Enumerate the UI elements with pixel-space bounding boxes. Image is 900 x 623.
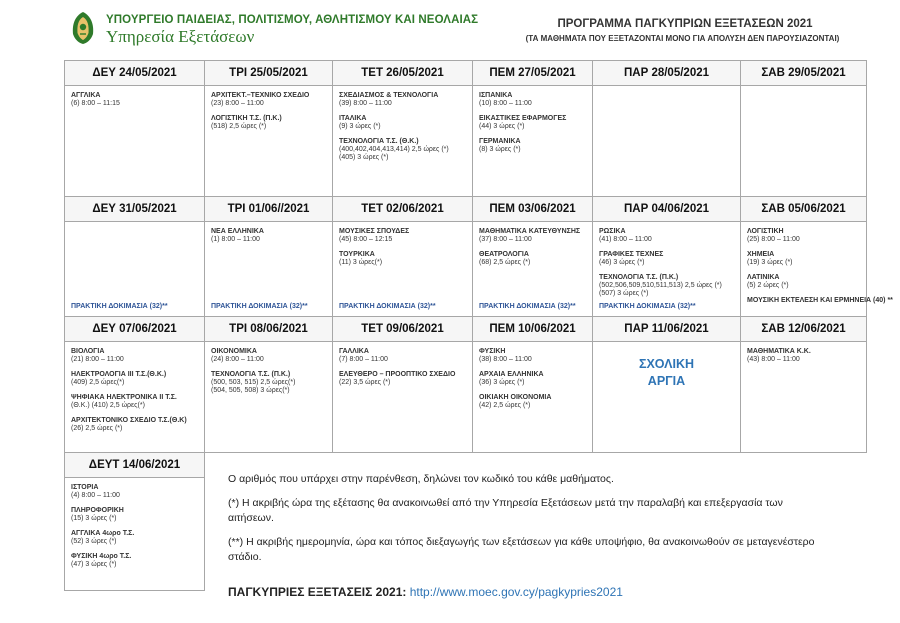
day-cell xyxy=(65,86,205,197)
exam-subject xyxy=(747,274,860,290)
subject-name: ΑΡΧΙΤΕΚΤ.–ΤΕΧΝΙΚΟ ΣΧΕΔΙΟ xyxy=(211,92,310,99)
practical-test-label: ΠΡΑΚΤΙΚΗ ΔΟΚΙΜΑΣΙΑ (32)** xyxy=(599,303,696,310)
exam-subject xyxy=(599,274,734,298)
day-cell xyxy=(741,342,867,453)
exam-subject xyxy=(71,394,198,410)
practical-test-label: ΠΡΑΚΤΙΚΗ ΔΟΚΙΜΑΣΙΑ (32)** xyxy=(339,303,436,310)
subject-detail: (500, 503, 515) 2,5 ώρες(*) xyxy=(211,379,296,386)
subject-name: ΙΣΤΟΡΙΑ xyxy=(71,484,99,491)
exam-subject xyxy=(599,251,734,267)
subject-name: ΡΩΣΙΚΑ xyxy=(599,228,626,235)
notes-section xyxy=(228,472,828,574)
page-subtitle: (ΤΑ ΜΑΘΗΜΑΤΑ ΠΟΥ ΕΞΕΤΑΖΟΝΤΑΙ ΜΟΝΟ ΓΙΑ ΑΠΟΛΥΣΗ ΔΕΝ ΠΑΡΟΥΣΙΑΖΟΝΤΑΙ) xyxy=(525,34,840,43)
day-subjects xyxy=(473,222,592,267)
subject-detail: (15) 3 ώρες (*) xyxy=(71,515,117,522)
day-subjects xyxy=(205,86,332,131)
exam-subject xyxy=(747,251,860,267)
exam-subject xyxy=(211,348,326,364)
day-subjects xyxy=(333,86,472,162)
subject-name: ΑΡΧΑΙΑ ΕΛΛΗΝΙΚΑ xyxy=(479,371,544,378)
exam-subject xyxy=(479,115,586,131)
subject-name: ΜΑΘΗΜΑΤΙΚΑ Κ.Κ. xyxy=(747,348,811,355)
day-subjects xyxy=(65,342,204,433)
exam-subject xyxy=(339,115,466,131)
subject-detail: (9) 3 ώρες (*) xyxy=(339,123,381,130)
subject-name: ΠΛΗΡΟΦΟΡΙΚΗ xyxy=(71,507,124,514)
subject-name: ΤΕΧΝΟΛΟΓΙΑ Τ.Σ. (Θ.Κ.) xyxy=(339,138,419,145)
note-code: Ο αριθμός που υπάρχει στην παρένθεση, δηλώνει τον κωδικό του κάθε μαθήματος. xyxy=(228,473,614,485)
subject-name: ΓΕΡΜΑΝΙΚΑ xyxy=(479,138,521,145)
day-subjects xyxy=(205,222,332,244)
day-cell xyxy=(473,86,593,197)
exam-subject xyxy=(211,115,326,131)
footer-link[interactable]: http://www.moec.gov.cy/pagkypries2021 xyxy=(409,585,623,599)
subject-detail: (37) 8:00 – 11:00 xyxy=(479,236,532,243)
day-cell xyxy=(473,222,593,317)
subject-name: ΤΕΧΝΟΛΟΓΙΑ Τ.Σ. (Π.Κ.) xyxy=(599,274,679,281)
exam-subject xyxy=(479,348,586,364)
day-cell xyxy=(333,86,473,197)
day-cell xyxy=(333,342,473,453)
exam-subject xyxy=(339,251,466,267)
exam-subject xyxy=(339,348,466,364)
exam-subject xyxy=(211,228,326,244)
day-subjects xyxy=(741,342,866,364)
day-subjects xyxy=(333,342,472,387)
day-subjects xyxy=(473,342,592,410)
subject-name: ΑΓΓΛΙΚΑ 4ωρο Τ.Σ. xyxy=(71,530,135,537)
exam-subject xyxy=(211,92,326,108)
subject-name: ΝΕΑ ΕΛΛΗΝΙΚΑ xyxy=(211,228,264,235)
subject-detail: (46) 3 ώρες (*) xyxy=(599,259,645,266)
exam-subject xyxy=(339,92,466,108)
note-time: (*) Η ακριβής ώρα της εξέτασης θα ανακοινωθεί από την Υπηρεσία Εξετάσεων μετά την παραλαβή και επεξεργασία των αιτήσεων. xyxy=(228,497,783,524)
subject-name: ΤΟΥΡΚΙΚΑ xyxy=(339,251,375,258)
practical-test-label: ΠΡΑΚΤΙΚΗ ΔΟΚΙΜΑΣΙΑ (32)** xyxy=(71,303,168,310)
subject-detail: (6) 8:00 – 11:15 xyxy=(71,100,120,107)
day-cell xyxy=(593,342,741,453)
service-name: Υπηρεσία Εξετάσεων xyxy=(106,27,255,46)
subject-detail: (11) 3 ώρες(*) xyxy=(339,259,383,266)
subject-name: ΜΑΘΗΜΑΤΙΚΑ ΚΑΤΕΥΘΥΝΣΗΣ xyxy=(479,228,581,235)
exam-subject xyxy=(71,417,198,433)
day-header: ΠΑΡ 28/05/2021 xyxy=(593,61,741,86)
day-header: ΠΕΜ 10/06/2021 xyxy=(473,317,593,342)
subject-detail: (10) 8:00 – 11:00 xyxy=(479,100,532,107)
subject-detail: (43) 8:00 – 11:00 xyxy=(747,356,800,363)
subject-name: ΧΗΜΕΙΑ xyxy=(747,251,775,258)
day-header: ΣΑΒ 12/06/2021 xyxy=(741,317,867,342)
subject-name: ΒΙΟΛΟΓΙΑ xyxy=(71,348,105,355)
cyprus-coat-of-arms-icon xyxy=(68,10,98,46)
day-header: ΤΕΤ 09/06/2021 xyxy=(333,317,473,342)
subject-name: ΤΕΧΝΟΛΟΓΙΑ Τ.Σ. (Π.Κ.) xyxy=(211,371,291,378)
subject-name: ΜΟΥΣΙΚΗ ΕΚΤΕΛΕΣΗ ΚΑΙ ΕΡΜΗΝΕΙΑ (40) ** xyxy=(747,297,893,304)
exam-subject xyxy=(71,507,198,523)
day-header: ΤΡΙ 08/06/2021 xyxy=(205,317,333,342)
day-header: ΠΕΜ 27/05/2021 xyxy=(473,61,593,86)
week-body-row xyxy=(65,342,867,453)
subject-name: ΨΗΦΙΑΚΑ ΗΛΕΚΤΡΟΝΙΚΑ ΙΙ Τ.Σ. xyxy=(71,394,177,401)
day-subjects xyxy=(333,222,472,267)
subject-name: ΕΛΕΥΘΕΡΟ – ΠΡΟΟΠΤΙΚΟ ΣΧΕΔΙΟ xyxy=(339,371,456,378)
day-cell xyxy=(741,222,893,317)
ministry-name: ΥΠΟΥΡΓΕΙΟ ΠΑΙΔΕΙΑΣ, ΠΟΛΙΤΙΣΜΟΥ, ΑΘΛΗΤΙΣΜΟΥ ΚΑΙ ΝΕΟΛΑΙΑΣ xyxy=(106,14,479,26)
subject-name: ΘΕΑΤΡΟΛΟΓΙΑ xyxy=(479,251,529,258)
page-header xyxy=(0,0,900,56)
day-cell xyxy=(205,222,333,317)
practical-test-label: ΠΡΑΚΤΙΚΗ ΔΟΚΙΜΑΣΙΑ (32)** xyxy=(479,303,576,310)
day-cell xyxy=(65,478,205,591)
day-subjects xyxy=(593,86,740,92)
day-subjects xyxy=(205,342,332,395)
subject-detail: (44) 3 ώρες (*) xyxy=(479,123,525,130)
day-cell xyxy=(65,222,205,317)
subject-detail: (8) 3 ώρες (*) xyxy=(479,146,521,153)
subject-name: ΟΙΚΙΑΚΗ ΟΙΚΟΝΟΜΙΑ xyxy=(479,394,552,401)
subject-detail: (Θ.Κ.) (410) 2,5 ώρες(*) xyxy=(71,402,145,409)
practical-test-label: ΠΡΑΚΤΙΚΗ ΔΟΚΙΜΑΣΙΑ (32)** xyxy=(211,303,308,310)
day-header: ΔΕΥ 24/05/2021 xyxy=(65,61,205,86)
exam-subject xyxy=(339,138,466,162)
subject-name: ΣΧΕΔΙΑΣΜΟΣ & ΤΕΧΝΟΛΟΓΙΑ xyxy=(339,92,439,99)
exam-subject xyxy=(479,394,586,410)
day-subjects xyxy=(65,478,204,569)
subject-detail: (507) 3 ώρες (*) xyxy=(599,290,649,297)
day-header: ΠΑΡ 11/06/2021 xyxy=(593,317,741,342)
exam-subject xyxy=(71,92,198,108)
subject-name: ΗΛΕΚΤΡΟΛΟΓΙΑ ΙΙΙ Τ.Σ.(Θ.Κ.) xyxy=(71,371,167,378)
exam-subject xyxy=(71,530,198,546)
day-header: ΔΕΥ 07/06/2021 xyxy=(65,317,205,342)
week-header-row xyxy=(65,197,867,222)
subject-name: ΛΟΓΙΣΤΙΚΗ Τ.Σ. (Π.Κ.) xyxy=(211,115,282,122)
day-cell xyxy=(593,222,741,317)
exam-subject xyxy=(339,228,466,244)
day-subjects xyxy=(65,86,204,108)
subject-detail: (47) 3 ώρες (*) xyxy=(71,561,117,568)
subject-name: ΜΟΥΣΙΚΕΣ ΣΠΟΥΔΕΣ xyxy=(339,228,410,235)
subject-name: ΛΑΤΙΝΙΚΑ xyxy=(747,274,780,281)
week-header-row xyxy=(65,61,867,86)
exam-subject xyxy=(339,371,466,387)
exam-subject xyxy=(71,484,198,500)
subject-detail: (38) 8:00 – 11:00 xyxy=(479,356,532,363)
subject-detail: (504, 505, 508) 3 ώρες(*) xyxy=(211,387,290,394)
subject-detail: (45) 8:00 – 12:15 xyxy=(339,236,393,243)
day-header: ΠΑΡ 04/06/2021 xyxy=(593,197,741,222)
exam-subject xyxy=(71,553,198,569)
subject-detail: (52) 3 ώρες (*) xyxy=(71,538,117,545)
footer xyxy=(228,585,623,599)
subject-detail: (39) 8:00 – 11:00 xyxy=(339,100,392,107)
subject-name: ΙΤΑΛΙΚΑ xyxy=(339,115,367,122)
day-header: ΤΕΤ 26/05/2021 xyxy=(333,61,473,86)
day-cell xyxy=(205,342,333,453)
subject-detail: (36) 3 ώρες (*) xyxy=(479,379,525,386)
day-cell xyxy=(65,342,205,453)
exam-subject xyxy=(479,228,586,244)
day-subjects xyxy=(473,86,592,154)
school-holiday-label xyxy=(599,356,734,390)
subject-name: ΑΓΓΛΙΚΑ xyxy=(71,92,101,99)
subject-detail: (409) 2,5 ώρες(*) xyxy=(71,379,125,386)
exam-subject xyxy=(599,228,734,244)
subject-detail: (24) 8:00 – 11:00 xyxy=(211,356,264,363)
holiday-line: ΣΧΟΛΙΚΗ xyxy=(638,357,695,371)
exam-subject xyxy=(747,297,893,305)
footer-label: ΠΑΓΚΥΠΡΙΕΣ ΕΞΕΤΑΣΕΙΣ 2021: xyxy=(228,585,407,599)
subject-name: ΓΡΑΦΙΚΕΣ ΤΕΧΝΕΣ xyxy=(599,251,664,258)
subject-name: ΓΑΛΛΙΚΑ xyxy=(339,348,369,355)
day-cell xyxy=(333,222,473,317)
subject-name: ΦΥΣΙΚΗ xyxy=(479,348,506,355)
exam-subject xyxy=(479,138,586,154)
subject-name: ΛΟΓΙΣΤΙΚΗ xyxy=(747,228,784,235)
day-subjects xyxy=(741,86,866,92)
subject-detail: (502,506,509,510,511,513) 2,5 ώρες (*) xyxy=(599,282,722,289)
subject-name: ΑΡΧΙΤΕΚΤΟΝΙΚΟ ΣΧΕΔΙΟ Τ.Σ.(Θ.Κ) xyxy=(71,417,187,424)
subject-detail: (41) 8:00 – 11:00 xyxy=(599,236,652,243)
day-subjects xyxy=(593,342,740,390)
day-header: ΤΡΙ 25/05/2021 xyxy=(205,61,333,86)
subject-detail: (405) 3 ώρες (*) xyxy=(339,154,389,161)
day-header: ΣΑΒ 05/06/2021 xyxy=(741,197,867,222)
exam-subject xyxy=(747,348,860,364)
subject-detail: (5) 2 ώρες (*) xyxy=(747,282,789,289)
subject-detail: (26) 2,5 ώρες (*) xyxy=(71,425,123,432)
exam-subject xyxy=(479,371,586,387)
subject-detail: (19) 3 ώρες (*) xyxy=(747,259,793,266)
subject-detail: (25) 8:00 – 11:00 xyxy=(747,236,800,243)
day-header: ΤΕΤ 02/06/2021 xyxy=(333,197,473,222)
exam-subject xyxy=(71,371,198,387)
day-cell xyxy=(741,86,867,197)
page-title: ΠΡΟΓΡΑΜΜΑ ΠΑΓΚΥΠΡΙΩΝ ΕΞΕΤΑΣΕΩΝ 2021 xyxy=(557,18,813,30)
subject-detail: (42) 2,5 ώρες (*) xyxy=(479,402,531,409)
subject-detail: (7) 8:00 – 11:00 xyxy=(339,356,388,363)
subject-detail: (21) 8:00 – 11:00 xyxy=(71,356,124,363)
day-cell xyxy=(473,342,593,453)
subject-detail: (4) 8:00 – 11:00 xyxy=(71,492,120,499)
day-header: ΣΑΒ 29/05/2021 xyxy=(741,61,867,86)
subject-detail: (1) 8:00 – 11:00 xyxy=(211,236,260,243)
day-cell xyxy=(593,86,741,197)
subject-name: ΦΥΣΙΚΗ 4ωρο Τ.Σ. xyxy=(71,553,132,560)
day-cell xyxy=(205,86,333,197)
holiday-line: ΑΡΓΙΑ xyxy=(647,374,686,388)
subject-detail: (518) 2,5 ώρες (*) xyxy=(211,123,267,130)
day-header: ΠΕΜ 03/06/2021 xyxy=(473,197,593,222)
subject-detail: (68) 2,5 ώρες (*) xyxy=(479,259,531,266)
subject-detail: (22) 3,5 ώρες (*) xyxy=(339,379,391,386)
subject-detail: (23) 8:00 – 11:00 xyxy=(211,100,264,107)
day-subjects xyxy=(741,222,893,305)
subject-name: ΙΣΠΑΝΙΚΑ xyxy=(479,92,513,99)
day-header: ΔΕΥΤ 14/06/2021 xyxy=(65,453,205,478)
day-header: ΤΡΙ 01/06//2021 xyxy=(205,197,333,222)
subject-detail: (400,402,404,413,414) 2,5 ώρες (*) xyxy=(339,146,449,153)
subject-name: ΟΙΚΟΝΟΜΙΚΑ xyxy=(211,348,257,355)
exam-subject xyxy=(71,348,198,364)
note-date: (**) Η ακριβής ημερομηνία, ώρα και τόπος διεξαγωγής των εξετάσεων για κάθε υποψήφιο, θα ανακοινωθούν σε μεταγενέστερο στάδιο. xyxy=(228,536,815,563)
exam-subject xyxy=(211,371,326,395)
exam-subject xyxy=(479,251,586,267)
day-subjects xyxy=(65,222,204,228)
subject-name: ΕΙΚΑΣΤΙΚΕΣ ΕΦΑΡΜΟΓΕΣ xyxy=(479,115,567,122)
week-body-row xyxy=(65,222,867,317)
exam-subject xyxy=(479,92,586,108)
week-header-row xyxy=(65,317,867,342)
day-subjects xyxy=(593,222,740,298)
day-header: ΔΕΥ 31/05/2021 xyxy=(65,197,205,222)
exam-subject xyxy=(747,228,860,244)
week-body-row xyxy=(65,86,867,197)
